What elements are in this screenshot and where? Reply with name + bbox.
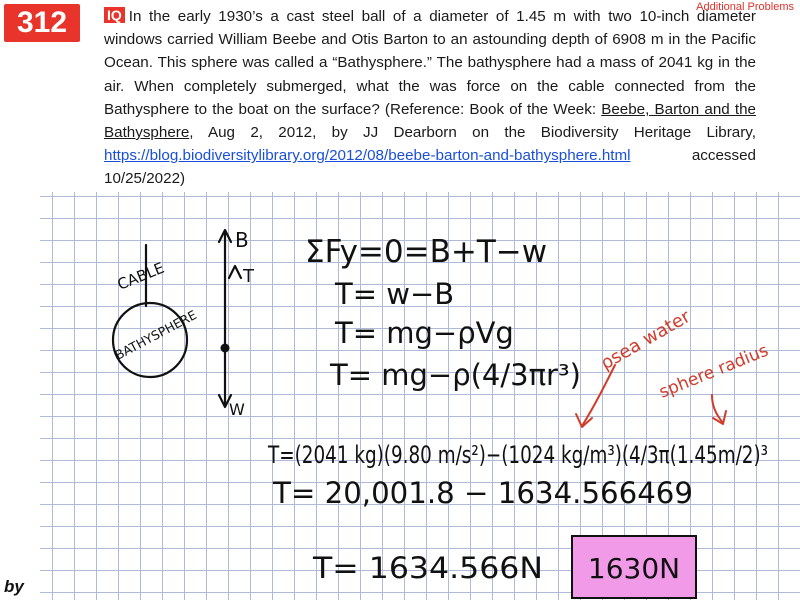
problem-number-badge: 312 xyxy=(4,4,80,42)
equation-result: T= 1634.566N xyxy=(311,551,543,585)
footer-by-label: by xyxy=(4,577,24,596)
problem-text-part3: accessed 10/25/2022) xyxy=(104,147,756,188)
reference-title: Beebe, Barton and the Bathysphere xyxy=(104,100,756,142)
seawater-density-note: ρsea water xyxy=(597,306,695,375)
equation-tension-1: T= w−B xyxy=(335,277,455,311)
equation-sum-forces: ΣFy=0=B+T−w xyxy=(305,234,548,270)
sphere-label: BATHYSPHERE xyxy=(112,307,200,363)
seawater-arrow-shaft xyxy=(582,365,615,426)
reference-link[interactable]: https://blog.biodiversitylibrary.org/2012/08/beebe-barton-and-bathysphere.html xyxy=(104,147,631,165)
section-label: Additional Problems xyxy=(696,1,794,13)
problem-text-part1: In the early 1930’s a cast steel ball of a diameter of 1.45 m with two 10-inch diameter windows carried William Beebe and Otis Barton to an astounding depth of 6908 m in the Pacific Ocean. This sphere was called a “Bathysphere.” The bathysphere had a mass of 2041 kg in the air. When completely submerged, what the was force on the cable connected from the Bathysphere to the boat on the surface? (Reference: Book of the Week: xyxy=(104,8,756,118)
seawater-arrowhead xyxy=(576,414,592,427)
tension-label: T xyxy=(243,266,254,287)
equation-tension-2: T= mg−ρVg xyxy=(335,316,514,350)
problem-text-part2: , Aug 2, 2012, by JJ Dearborn on the Biodiversity Heritage Library, xyxy=(189,124,756,142)
equation-substitution: T=(2041 kg)(9.80 m/s²)−(1024 kg/m³)(4/3π(1.45m/2)³ xyxy=(267,441,768,469)
center-of-mass-dot xyxy=(221,344,230,353)
force-vectors xyxy=(219,230,241,407)
final-answer: 1630N xyxy=(587,552,681,585)
cable-label: CABLE xyxy=(114,258,167,294)
weight-label: W xyxy=(229,400,245,419)
iq-badge: IQ xyxy=(104,7,125,23)
equation-evaluated: T= 20,001.8 − 1634.566469 xyxy=(271,476,693,510)
buoyancy-label: B xyxy=(235,228,249,252)
sphere-radius-note: sphere radius xyxy=(656,340,772,403)
tension-arrowhead xyxy=(229,266,241,278)
equation-tension-3: T= mg−ρ(4/3πr³) xyxy=(330,358,581,392)
